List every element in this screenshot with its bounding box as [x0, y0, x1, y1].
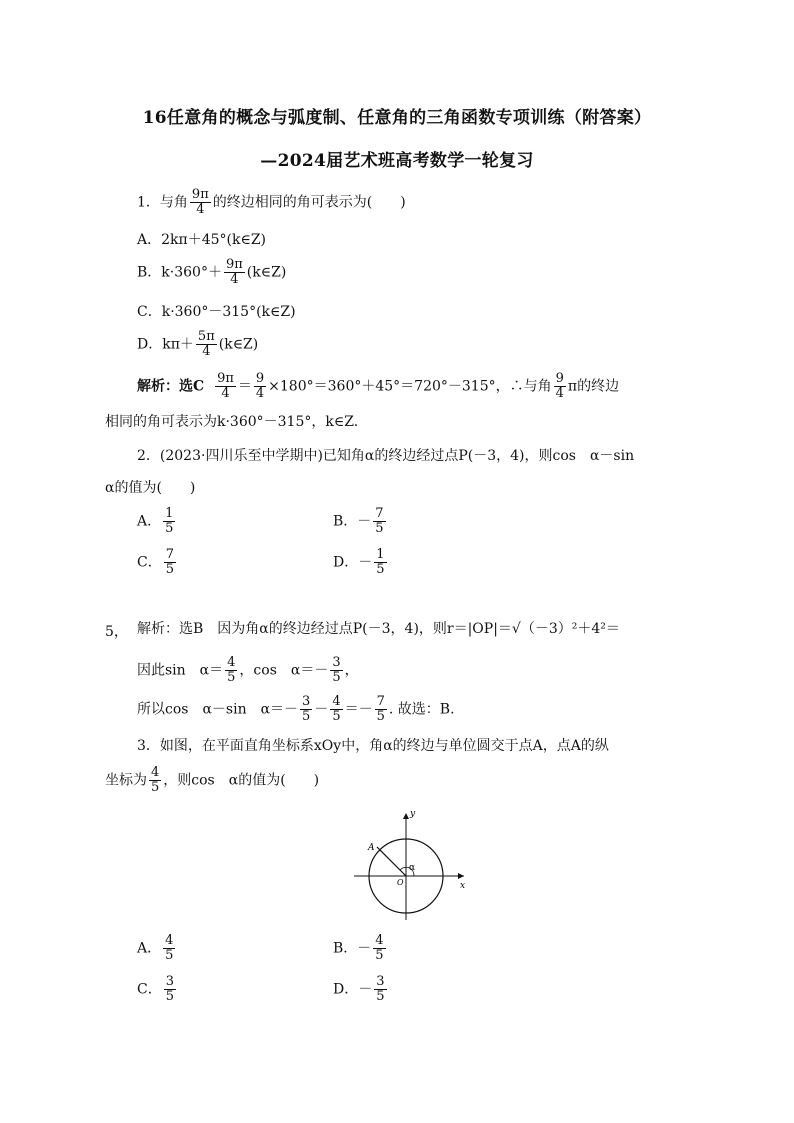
q1-stem: 1．与角 $\frac{9\pi}{4}$ 的终边相同的角可表示为( ) [137, 187, 406, 217]
terminal-side [377, 847, 406, 876]
x-axis-arrow-icon [458, 873, 464, 879]
y-label: y [410, 809, 416, 819]
q2-solution-line-1b: 5， [105, 624, 128, 640]
q1-solution-line-2: 相同的角可表示为k·360°－315°，k∈Z. [105, 414, 359, 430]
q3-option-d: D．－ $\frac{3}{5}$ [333, 974, 385, 1004]
q2-solution-line-1: 解析：选B 因为角α的终边经过点P(－3，4)，则r＝|OP|＝√（－3）²＋4²＝ [137, 621, 620, 637]
q2-option-d: D．－ $\frac{1}{5}$ [333, 547, 385, 577]
origin-label: O [397, 878, 404, 887]
q3-stem-line-1: 3．如图，在平面直角坐标系xOy中，角α的终边与单位圆交于点A，点A的纵 [137, 738, 609, 754]
title-line-1: 16任意角的概念与弧度制、任意角的三角函数专项训练（附答案） [142, 108, 652, 128]
q2-option-c: C． $\frac{7}{5}$ [137, 547, 174, 577]
q1-option-b: B．k·360°＋ $\frac{9\pi}{4}$ (k∈Z) [137, 257, 287, 287]
fraction: $\frac{9\pi}{4}$ [191, 187, 209, 217]
q2-option-a: A． $\frac{1}{5}$ [137, 506, 174, 536]
q2-stem-line-1: 2．(2023·四川乐至中学期中)已知角α的终边经过点P(－3，4)，则cos α－sin [137, 448, 635, 464]
q3-option-a: A． $\frac{4}{5}$ [137, 933, 174, 963]
q3-option-b: B．－ $\frac{4}{5}$ [333, 933, 384, 963]
q1-option-a: A．2kπ＋45°(k∈Z) [137, 232, 267, 248]
q2-option-b: B．－ $\frac{7}{5}$ [333, 506, 384, 536]
q2-solution-line-2: 因此sin α＝ $\frac{4}{5}$ ，cos α＝－ $\frac{3}{5}$ ， [137, 655, 359, 685]
q2-solution-line-3: 所以cos α－sin α＝－ $\frac{3}{5}$ － $\frac{4}{5}$ ＝－ $\frac{7}{5}$ . 故选：B. [137, 694, 455, 724]
q3-option-c: C． $\frac{3}{5}$ [137, 974, 174, 1004]
title-line-2: —2024届艺术班高考数学一轮复习 [260, 151, 534, 171]
q3-stem-line-2: 坐标为 $\frac{4}{5}$ ，则cos α的值为( ) [105, 765, 320, 795]
q1-solution-line-1: 解析：选C $\frac{9\pi}{4}$ ＝ $\frac{9}{4}$ ×180°＝360°＋45°＝720°－315°，∴与角 $\frac{9}{4}$ π的终边 [137, 371, 620, 401]
q2-stem-line-2: α的值为( ) [105, 480, 196, 496]
unit-circle-figure [346, 808, 476, 928]
q1-option-d: D．kπ＋ $\frac{5\pi}{4}$ (k∈Z) [137, 329, 259, 359]
point-a-label: A [368, 843, 375, 853]
x-label: x [460, 881, 466, 891]
y-axis-arrow-icon [403, 813, 409, 819]
q1-option-c: C．k·360°－315°(k∈Z) [137, 304, 296, 320]
alpha-label: α [409, 863, 416, 873]
